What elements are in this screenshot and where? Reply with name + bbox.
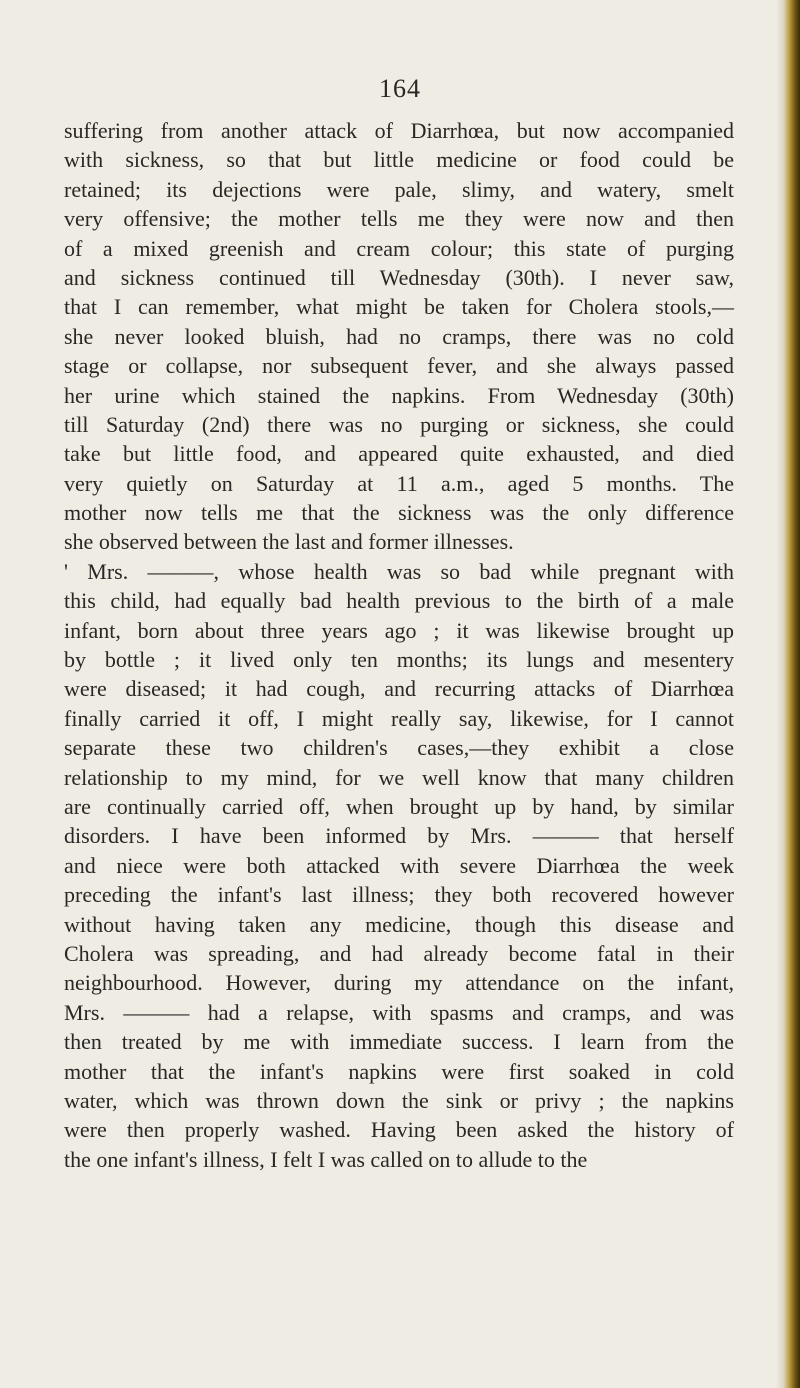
text-line: mother that the infant's napkins were first soaked in cold xyxy=(64,1058,734,1084)
text-line: she observed between the last and former illnesses. xyxy=(64,529,514,555)
text-line: without having taken any medicine, though this disease and xyxy=(64,911,734,937)
text-line: Mrs. ——— had a relapse, with spasms and cramps, and was xyxy=(64,999,734,1025)
text-line: suffering from another attack of Diarrhœa, but now accompanied xyxy=(64,118,734,143)
text-line: infant, born about three years ago ; it was likewise brought up xyxy=(64,617,734,643)
text-line: were then properly washed. Having been asked the history of xyxy=(64,1117,734,1143)
text-line: then treated by me with immediate success. I learn from the xyxy=(64,1029,734,1055)
text-line: retained; its dejections were pale, slimy, and watery, smelt xyxy=(64,176,734,202)
text-line: very quietly on Saturday at 11 a.m., aged 5 months. The xyxy=(64,470,734,496)
text-line: very offensive; the mother tells me they were now and then xyxy=(64,206,734,232)
text-line: with sickness, so that but little medicine or food could be xyxy=(64,147,734,173)
text-line: Cholera was spreading, and had already become fatal in their xyxy=(64,940,734,966)
text-line: ' Mrs. ———, whose health was so bad while pregnant with xyxy=(64,558,734,584)
text-line: disorders. I have been informed by Mrs. ——— that herself xyxy=(64,823,734,849)
body-text xyxy=(64,116,734,1174)
text-line: the one infant's illness, I felt I was called on to allude to the xyxy=(64,1146,588,1172)
text-line: this child, had equally bad health previous to the birth of a male xyxy=(64,588,734,614)
text-line: and niece were both attacked with severe Diarrhœa the week xyxy=(64,852,734,878)
text-line: neighbourhood. However, during my attendance on the infant, xyxy=(64,970,734,996)
text-line: take but little food, and appeared quite exhausted, and died xyxy=(64,441,734,467)
text-line: that I can remember, what might be taken for Cholera stools,— xyxy=(64,294,734,320)
text-line: she never looked bluish, had no cramps, there was no cold xyxy=(64,323,734,349)
page-edge-shadow xyxy=(776,0,784,1388)
book-edge xyxy=(784,0,800,1388)
text-line: relationship to my mind, for we well know that many children xyxy=(64,764,734,790)
text-line: mother now tells me that the sickness was the only difference xyxy=(64,500,734,526)
text-line: stage or collapse, nor subsequent fever, and she always passed xyxy=(64,353,734,379)
text-line: by bottle ; it lived only ten months; its lungs and mesentery xyxy=(64,647,734,673)
text-line: and sickness continued till Wednesday (30th). I never saw, xyxy=(64,264,734,290)
text-line: till Saturday (2nd) there was no purging or sickness, she could xyxy=(64,411,734,437)
text-line: her urine which stained the napkins. From Wednesday (30th) xyxy=(64,382,734,408)
text-line: water, which was thrown down the sink or privy ; the napkins xyxy=(64,1087,734,1113)
text-line: are continually carried off, when brought up by hand, by similar xyxy=(64,793,734,819)
text-line: were diseased; it had cough, and recurring attacks of Diarrhœa xyxy=(64,676,734,702)
text-line: finally carried it off, I might really say, likewise, for I cannot xyxy=(64,705,734,731)
page-number: 164 xyxy=(379,74,421,103)
text-line: separate these two children's cases,—they exhibit a close xyxy=(64,735,734,761)
text-line: preceding the infant's last illness; they both recovered however xyxy=(64,882,734,908)
text-line: of a mixed greenish and cream colour; this state of purging xyxy=(64,235,734,261)
